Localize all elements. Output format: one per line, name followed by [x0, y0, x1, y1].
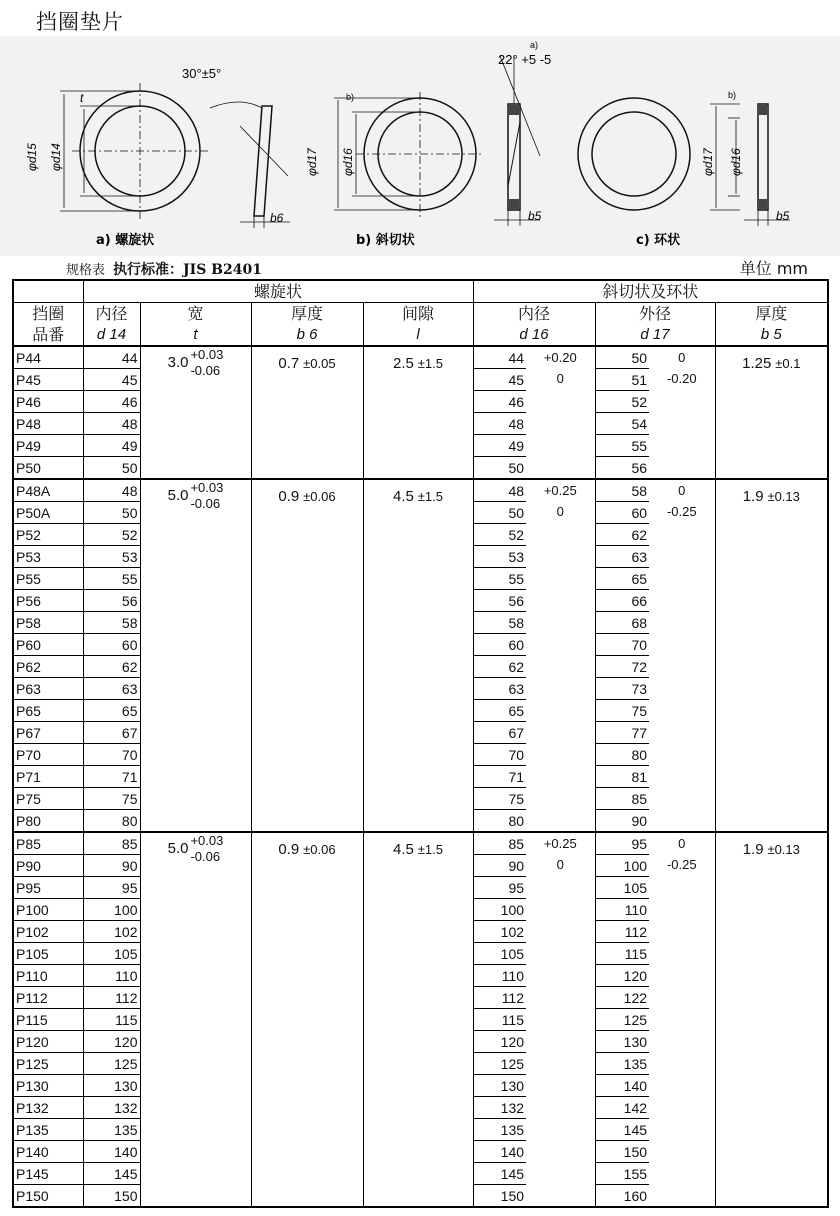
gap-l-wrap [366, 353, 471, 374]
thickness-b6-tol: ±0.05 [303, 356, 336, 371]
d14-cell: 48 [83, 479, 140, 502]
width-t-value: 5.0 [167, 487, 189, 504]
thickness-b5-tol: ±0.1 [775, 356, 801, 371]
d16-cell: 49 [473, 435, 526, 457]
part-number-cell: P56 [13, 590, 83, 612]
d16-cell: 135 [473, 1119, 526, 1141]
d14-cell: 75 [83, 788, 140, 810]
d16-cell: 85 [473, 832, 526, 855]
d17-cell: 150 [595, 1141, 649, 1163]
thickness-b5-value: 1.9 [742, 488, 764, 505]
width-t-cell [140, 832, 251, 1207]
note-b-label: b) [346, 92, 355, 102]
d14-cell: 49 [83, 435, 140, 457]
col-b6-header: 厚度 [251, 303, 363, 325]
d16-cell: 130 [473, 1075, 526, 1097]
d14-cell: 120 [83, 1031, 140, 1053]
d14-cell: 145 [83, 1163, 140, 1185]
d14-cell: 60 [83, 634, 140, 656]
caption-ring: c) 环状 [636, 233, 681, 248]
part-number-cell: P50A [13, 502, 83, 524]
dim-b5-label-b: b5 [528, 209, 542, 223]
d14-cell: 56 [83, 590, 140, 612]
d17-cell: 112 [595, 921, 649, 943]
gap-l-tol: ±1.5 [417, 356, 443, 371]
part-number-cell: P44 [13, 346, 83, 369]
col-t-sym: t [140, 324, 251, 346]
part-number-cell: P58 [13, 612, 83, 634]
d17-cell: 60 [595, 502, 649, 524]
d17-cell: 51 [595, 369, 649, 391]
d17-cell: 77 [595, 722, 649, 744]
spec-table [12, 279, 829, 1208]
dim-b6-label: b6 [270, 211, 284, 225]
d14-cell: 53 [83, 546, 140, 568]
d16-cell: 63 [473, 678, 526, 700]
gap-l-wrap [366, 486, 471, 507]
part-number-cell: P52 [13, 524, 83, 546]
col-l-sym: l [363, 324, 473, 346]
d14-cell: 46 [83, 391, 140, 413]
dim-b5-label-c: b5 [776, 209, 790, 223]
d16-cell: 50 [473, 457, 526, 480]
d14-cell: 52 [83, 524, 140, 546]
thickness-b6-cell [251, 479, 363, 832]
d16-cell: 56 [473, 590, 526, 612]
d17-tolerance-cell [649, 346, 715, 479]
d16-cell: 60 [473, 634, 526, 656]
thickness-b5-tol: ±0.13 [767, 842, 800, 857]
d17-tolerance-cell [649, 479, 715, 832]
part-number-cell: P48A [13, 479, 83, 502]
d14-cell: 105 [83, 943, 140, 965]
d16-tolerance-cell [526, 346, 595, 479]
col-d17-header: 外径 [595, 303, 715, 325]
col-t-header: 宽 [140, 303, 251, 325]
part-number-cell: P48 [13, 413, 83, 435]
dim-d16-label-b: φd16 [341, 148, 355, 176]
thickness-b6-wrap [254, 353, 361, 374]
d17-tol-down: -0.25 [666, 857, 697, 872]
part-number-cell: P130 [13, 1075, 83, 1097]
d16-tol-down: 0 [556, 857, 564, 872]
angle-b-label: 22° +5 -5 [498, 52, 552, 67]
d17-cell: 65 [595, 568, 649, 590]
d14-cell: 140 [83, 1141, 140, 1163]
d16-cell: 132 [473, 1097, 526, 1119]
d14-cell: 44 [83, 346, 140, 369]
dim-d17-label-c: φd17 [701, 148, 715, 176]
gap-l-tol: ±1.5 [417, 489, 443, 504]
dim-t-label: t [80, 91, 84, 105]
col-part-sub: 品番 [32, 324, 65, 344]
thickness-b5-wrap [718, 839, 826, 860]
d16-cell: 50 [473, 502, 526, 524]
width-t-tol-down: -0.06 [190, 496, 221, 511]
note-mark-b: a) [530, 40, 539, 50]
part-number-cell: P46 [13, 391, 83, 413]
col-d14-header: 内径 [83, 303, 140, 325]
d17-cell: 130 [595, 1031, 649, 1053]
d17-cell: 63 [595, 546, 649, 568]
gap-l-tol: ±1.5 [417, 842, 443, 857]
thickness-b5-wrap [718, 353, 826, 374]
thickness-b5-value: 1.9 [742, 841, 764, 858]
d17-cell: 142 [595, 1097, 649, 1119]
col-d16-sym: d 16 [473, 324, 595, 346]
gap-l-value: 4.5 [393, 841, 414, 858]
d17-cell: 50 [595, 346, 649, 369]
col-b5-sym: b 5 [715, 324, 828, 346]
width-t-value: 5.0 [167, 840, 189, 857]
d17-cell: 58 [595, 479, 649, 502]
part-number-cell: P80 [13, 810, 83, 833]
d14-cell: 90 [83, 855, 140, 877]
part-number-cell: P75 [13, 788, 83, 810]
spec-table-wrap [12, 279, 827, 1216]
col-d16-header: 内径 [473, 303, 595, 325]
d16-cell: 48 [473, 413, 526, 435]
table-row [13, 832, 828, 855]
d14-cell: 110 [83, 965, 140, 987]
width-t-cell [140, 479, 251, 832]
thickness-b6-cell [251, 832, 363, 1207]
d14-cell: 125 [83, 1053, 140, 1075]
width-t-tol-up: +0.03 [190, 833, 224, 848]
d16-cell: 125 [473, 1053, 526, 1075]
part-number-cell: P62 [13, 656, 83, 678]
d14-cell: 85 [83, 832, 140, 855]
d16-tol-down: 0 [556, 504, 564, 519]
d16-cell: 52 [473, 524, 526, 546]
thickness-b5-cell [715, 346, 828, 479]
width-t-tol-down: -0.06 [190, 849, 221, 864]
width-t-tol-down: -0.06 [190, 363, 221, 378]
d17-cell: 120 [595, 965, 649, 987]
dim-d14-label: φd14 [49, 143, 63, 171]
page-title: 挡圈垫片 [36, 10, 124, 34]
d14-cell: 55 [83, 568, 140, 590]
d16-cell: 70 [473, 744, 526, 766]
group-bevel-header: 斜切状及环状 [473, 280, 828, 303]
d16-tolerance-cell [526, 832, 595, 1207]
part-number-cell: P115 [13, 1009, 83, 1031]
d16-cell: 65 [473, 700, 526, 722]
d17-cell: 135 [595, 1053, 649, 1075]
part-number-cell: P65 [13, 700, 83, 722]
note-c-label: b) [728, 90, 737, 100]
table-row [13, 346, 828, 369]
d17-cell: 122 [595, 987, 649, 1009]
col-l-header: 间隙 [363, 303, 473, 325]
d14-cell: 63 [83, 678, 140, 700]
d16-cell: 75 [473, 788, 526, 810]
d17-tol-down: -0.25 [666, 504, 697, 519]
thickness-b5-wrap [718, 486, 826, 507]
d17-tol-up: 0 [678, 836, 686, 851]
d16-cell: 112 [473, 987, 526, 1009]
d16-tolerance-cell [526, 479, 595, 832]
part-number-cell: P110 [13, 965, 83, 987]
d17-cell: 62 [595, 524, 649, 546]
d17-cell: 160 [595, 1185, 649, 1208]
gap-l-cell [363, 832, 473, 1207]
d17-cell: 125 [595, 1009, 649, 1031]
d16-cell: 110 [473, 965, 526, 987]
part-number-cell: P63 [13, 678, 83, 700]
d17-tol-up: 0 [678, 350, 686, 365]
d17-cell: 100 [595, 855, 649, 877]
part-number-cell: P120 [13, 1031, 83, 1053]
col-b5-header: 厚度 [715, 303, 828, 325]
width-t-tolerance [190, 347, 223, 379]
d17-cell: 68 [595, 612, 649, 634]
part-number-cell: P140 [13, 1141, 83, 1163]
d16-cell: 80 [473, 810, 526, 833]
col-d17-sym: d 17 [595, 324, 715, 346]
d16-cell: 102 [473, 921, 526, 943]
d17-tol-down: -0.20 [666, 371, 697, 386]
table-row [13, 479, 828, 502]
unit-label: 单位 mm [739, 259, 808, 278]
width-t-tol-up: +0.03 [190, 347, 224, 362]
gap-l-wrap [366, 839, 471, 860]
dim-d17-label-b: φd17 [305, 148, 319, 176]
thickness-b6-value: 0.9 [278, 841, 300, 858]
d14-cell: 50 [83, 502, 140, 524]
part-number-cell: P53 [13, 546, 83, 568]
col-b6-sym: b 6 [251, 324, 363, 346]
d17-cell: 72 [595, 656, 649, 678]
gap-l-cell [363, 479, 473, 832]
d14-cell: 102 [83, 921, 140, 943]
d16-tol-up: +0.20 [543, 350, 577, 365]
d14-cell: 67 [83, 722, 140, 744]
d16-cell: 44 [473, 346, 526, 369]
d17-cell: 80 [595, 744, 649, 766]
part-number-cell: P95 [13, 877, 83, 899]
part-number-cell: P85 [13, 832, 83, 855]
d17-cell: 155 [595, 1163, 649, 1185]
d14-cell: 100 [83, 899, 140, 921]
d16-tol-down: 0 [556, 371, 564, 386]
spec-label: 规格表 [66, 263, 106, 278]
width-t-value: 3.0 [167, 354, 189, 371]
d16-cell: 145 [473, 1163, 526, 1185]
spec-table-body [13, 346, 828, 1207]
d16-cell: 95 [473, 877, 526, 899]
d14-cell: 70 [83, 744, 140, 766]
part-number-cell: P90 [13, 855, 83, 877]
d16-cell: 55 [473, 568, 526, 590]
d17-cell: 73 [595, 678, 649, 700]
part-number-cell: P55 [13, 568, 83, 590]
part-number-cell: P132 [13, 1097, 83, 1119]
part-number-cell: P70 [13, 744, 83, 766]
d14-cell: 50 [83, 457, 140, 480]
d17-cell: 115 [595, 943, 649, 965]
d17-cell: 85 [595, 788, 649, 810]
thickness-b5-tol: ±0.13 [767, 489, 800, 504]
washer-drawings [0, 36, 840, 256]
d14-cell: 130 [83, 1075, 140, 1097]
d14-cell: 95 [83, 877, 140, 899]
width-t-tolerance [190, 833, 223, 865]
d17-cell: 110 [595, 899, 649, 921]
d16-tol-up: +0.25 [543, 836, 577, 851]
d17-cell: 75 [595, 700, 649, 722]
d14-cell: 65 [83, 700, 140, 722]
d17-tolerance-cell [649, 832, 715, 1207]
d14-cell: 80 [83, 810, 140, 833]
thickness-b6-wrap [254, 486, 361, 507]
dim-d16-label-c: φd16 [729, 148, 743, 176]
part-number-cell: P60 [13, 634, 83, 656]
d17-tol-up: 0 [678, 483, 686, 498]
thickness-b6-cell [251, 346, 363, 479]
d14-cell: 58 [83, 612, 140, 634]
d17-cell: 81 [595, 766, 649, 788]
gap-l-value: 4.5 [393, 488, 414, 505]
d16-cell: 53 [473, 546, 526, 568]
part-number-cell: P71 [13, 766, 83, 788]
part-number-cell: P49 [13, 435, 83, 457]
part-number-cell: P100 [13, 899, 83, 921]
d17-cell: 95 [595, 832, 649, 855]
d17-cell: 52 [595, 391, 649, 413]
d16-cell: 100 [473, 899, 526, 921]
part-number-cell: P105 [13, 943, 83, 965]
standard-label: 执行标准：JIS B2401 [113, 262, 262, 278]
part-number-cell: P135 [13, 1119, 83, 1141]
d17-cell: 66 [595, 590, 649, 612]
d17-cell: 54 [595, 413, 649, 435]
d17-cell: 55 [595, 435, 649, 457]
gap-l-cell [363, 346, 473, 479]
d14-cell: 48 [83, 413, 140, 435]
gap-l-value: 2.5 [393, 355, 414, 372]
d16-cell: 71 [473, 766, 526, 788]
d17-cell: 90 [595, 810, 649, 833]
d16-cell: 90 [473, 855, 526, 877]
part-number-cell: P150 [13, 1185, 83, 1208]
group-spiral-header: 螺旋状 [83, 280, 473, 303]
part-number-cell: P50 [13, 457, 83, 480]
part-number-cell: P102 [13, 921, 83, 943]
d14-cell: 135 [83, 1119, 140, 1141]
thickness-b5-cell [715, 832, 828, 1207]
d16-cell: 48 [473, 479, 526, 502]
d14-cell: 115 [83, 1009, 140, 1031]
dim-d15-label: φd15 [25, 143, 39, 171]
thickness-b6-value: 0.9 [278, 488, 300, 505]
thickness-b6-tol: ±0.06 [303, 842, 336, 857]
part-number-cell: P45 [13, 369, 83, 391]
width-t-tolerance [190, 480, 223, 512]
d16-cell: 105 [473, 943, 526, 965]
d16-cell: 46 [473, 391, 526, 413]
d17-cell: 140 [595, 1075, 649, 1097]
d16-cell: 45 [473, 369, 526, 391]
part-number-cell: P112 [13, 987, 83, 1009]
d17-cell: 56 [595, 457, 649, 480]
d17-cell: 145 [595, 1119, 649, 1141]
thickness-b5-cell [715, 479, 828, 832]
d16-cell: 140 [473, 1141, 526, 1163]
part-number-cell: P145 [13, 1163, 83, 1185]
thickness-b6-tol: ±0.06 [303, 489, 336, 504]
d17-cell: 105 [595, 877, 649, 899]
angle-a-label: 30°±5° [182, 66, 222, 81]
d17-cell: 70 [595, 634, 649, 656]
d14-cell: 150 [83, 1185, 140, 1208]
width-t-tol-up: +0.03 [190, 480, 224, 495]
col-d14-sym: d 14 [83, 324, 140, 346]
d14-cell: 71 [83, 766, 140, 788]
caption-spiral: a) 螺旋状 [96, 233, 155, 248]
d14-cell: 45 [83, 369, 140, 391]
d16-cell: 67 [473, 722, 526, 744]
d16-cell: 62 [473, 656, 526, 678]
part-number-cell: P67 [13, 722, 83, 744]
thickness-b5-value: 1.25 [742, 355, 772, 372]
d16-cell: 120 [473, 1031, 526, 1053]
col-part-header: 挡圈 [32, 303, 65, 323]
d16-tol-up: +0.25 [543, 483, 577, 498]
thickness-b6-wrap [254, 839, 361, 860]
d16-cell: 58 [473, 612, 526, 634]
thickness-b6-value: 0.7 [278, 355, 300, 372]
caption-bevel: b) 斜切状 [356, 233, 415, 248]
d14-cell: 132 [83, 1097, 140, 1119]
d16-cell: 150 [473, 1185, 526, 1208]
spec-meta [66, 259, 262, 279]
d16-cell: 115 [473, 1009, 526, 1031]
part-number-cell: P125 [13, 1053, 83, 1075]
d14-cell: 112 [83, 987, 140, 1009]
width-t-cell [140, 346, 251, 479]
d14-cell: 62 [83, 656, 140, 678]
